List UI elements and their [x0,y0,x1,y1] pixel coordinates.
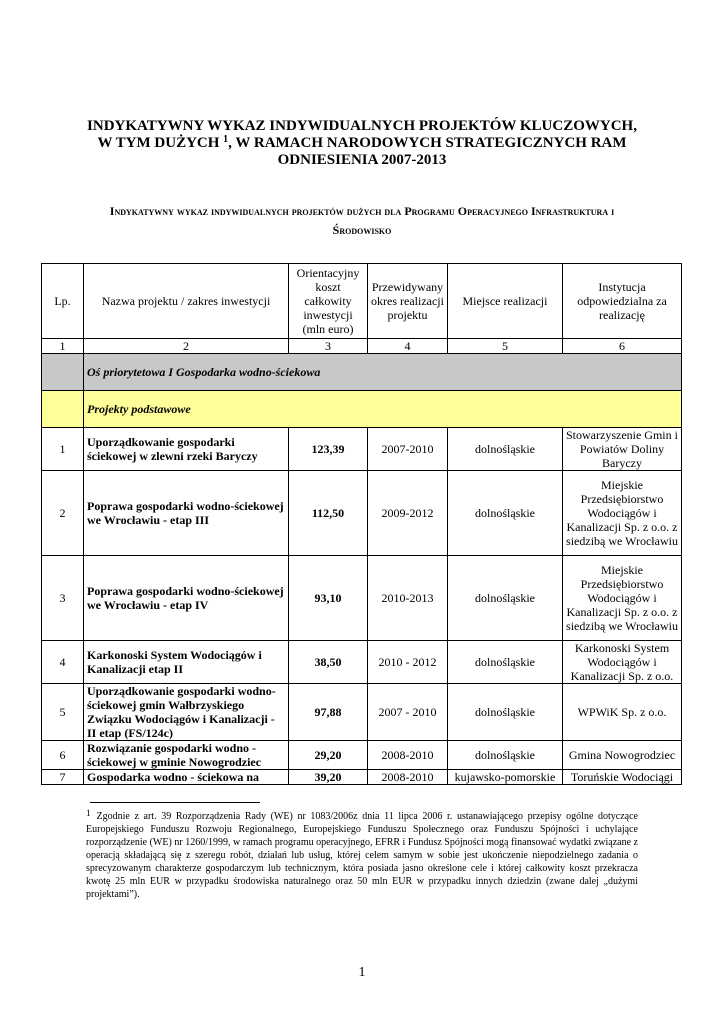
footnote [86,810,638,901]
row-name: Karkonoski System Wodociągów i Kanalizacji etap II [84,641,289,684]
header-cell: Nazwa projektu / zakres inwestycji [84,264,289,339]
row-place: dolnośląskie [448,556,563,641]
title-line-2b: , W RAMACH NARODOWYCH STRATEGICZNYCH RAM ODNIESIENIA 2007-2013 [228,135,627,168]
column-number-row [42,339,682,354]
subsection-row [42,391,682,428]
page-number: 1 [358,965,366,980]
column-number: 4 [368,339,448,354]
header-cell: Lp. [42,264,84,339]
table-row [42,770,682,785]
row-cost: 93,10 [289,556,368,641]
row-lp: 1 [42,428,84,471]
row-name: Gospodarka wodno - ściekowa na [84,770,289,785]
document-title [70,118,654,169]
row-cost: 29,20 [289,741,368,770]
row-cost: 97,88 [289,684,368,741]
projects-table [41,263,682,785]
column-number: 3 [289,339,368,354]
table-header-row [42,264,682,339]
row-place: kujawsko-pomorskie [448,770,563,785]
priority-axis-label: Oś priorytetowa I Gospodarka wodno-ściekowa [84,354,682,391]
row-institution: Miejskie Przedsiębiorstwo Wodociągów i Kanalizacji Sp. z o.o. z siedzibą we Wrocławiu [563,471,682,556]
row-period: 2010 - 2012 [368,641,448,684]
column-number: 2 [84,339,289,354]
row-cost: 123,39 [289,428,368,471]
footnote-reference[interactable]: 1 [223,134,229,145]
row-period: 2009-2012 [368,471,448,556]
column-number: 6 [563,339,682,354]
row-lp: 2 [42,471,84,556]
row-place: dolnośląskie [448,684,563,741]
header-cell: Instytucja odpowiedzialna za realizację [563,264,682,339]
subsection-label: Projekty podstawowe [84,391,682,428]
row-period: 2007-2010 [368,428,448,471]
row-name: Uporządkowanie gospodarki wodno-ściekowej gmin Wałbrzyskiego Związku Wodociągów i Kanalizacji - II etap (FS/124c) [84,684,289,741]
row-lp: 3 [42,556,84,641]
row-name: Poprawa gospodarki wodno-ściekowej we Wrocławiu - etap III [84,471,289,556]
footnote-separator [90,802,260,803]
footnote-marker: 1 [86,808,91,818]
row-lp: 6 [42,741,84,770]
table-row [42,556,682,641]
row-lp: 4 [42,641,84,684]
column-number: 1 [42,339,84,354]
row-place: dolnośląskie [448,741,563,770]
row-institution: Stowarzyszenie Gmin i Powiatów Doliny Baryczy [563,428,682,471]
row-institution: Karkonoski System Wodociągów i Kanalizacji Sp. z o.o. [563,641,682,684]
row-period: 2008-2010 [368,770,448,785]
header-cell: Miejsce realizacji [448,264,563,339]
row-place: dolnośląskie [448,428,563,471]
row-institution: WPWiK Sp. z o.o. [563,684,682,741]
row-place: dolnośląskie [448,641,563,684]
table-row [42,684,682,741]
row-cost: 112,50 [289,471,368,556]
row-institution: Toruńskie Wodociągi [563,770,682,785]
row-cost: 39,20 [289,770,368,785]
title-line-2a: W TYM DUŻYCH [97,135,220,151]
row-cost: 38,50 [289,641,368,684]
row-institution: Miejskie Przedsiębiorstwo Wodociągów i Kanalizacji Sp. z o.o. z siedzibą we Wrocławiu [563,556,682,641]
column-number: 5 [448,339,563,354]
table-row [42,428,682,471]
row-lp: 7 [42,770,84,785]
row-lp: 5 [42,684,84,741]
row-period: 2008-2010 [368,741,448,770]
row-place: dolnośląskie [448,471,563,556]
table-row [42,471,682,556]
document-subtitle: Indykatywny wykaz indywidualnych projektów dużych dla Programu Operacyjnego Infrastruktura i Środowisko [109,204,615,237]
row-name: Rozwiązanie gospodarki wodno - ściekowej w gminie Nowogrodziec [84,741,289,770]
row-institution: Gmina Nowogrodziec [563,741,682,770]
row-period: 2010-2013 [368,556,448,641]
title-line-1: INDYKATYWNY WYKAZ INDYWIDUALNYCH PROJEKTÓW KLUCZOWYCH, [87,118,637,134]
footnote-text: Zgodnie z art. 39 Rozporządzenia Rady (WE) nr 1083/2006z dnia 11 lipca 2006 r. ustanawiającego przepisy ogólne dotyczące Europejskiego Funduszu Rozwoju Regionalnego, Europejskiego Funduszu Społecznego oraz Funduszu Spójności i uchylające rozporządzenie (WE) nr 1260/1999, w ramach programu operacyjnego, EFRR i Fundusz Spójności mogą finansować wydatki związane z operacją składającą się z szeregu robót, działań lub usług, której celem samym w sobie jest ukończenie niepodzielnego zadania o sprecyzowanym charakterze gospodarczym lub technicznym, która posiada jasno określone cele i której całkowity koszt przekracza kwotę 25 mln EUR w przypadku środowiska naturalnego oraz 50 mln EUR w przypadku innych dziedzin (zwane dalej „dużymi projektami”). [86,811,638,900]
table-row [42,641,682,684]
table-row [42,741,682,770]
priority-axis-row [42,354,682,391]
header-cell: Przewidywany okres realizacji projektu [368,264,448,339]
row-name: Poprawa gospodarki wodno-ściekowej we Wrocławiu - etap IV [84,556,289,641]
row-name: Uporządkowanie gospodarki ściekowej w zlewni rzeki Baryczy [84,428,289,471]
header-cell: Orientacyjny koszt całkowity inwestycji (mln euro) [289,264,368,339]
row-period: 2007 - 2010 [368,684,448,741]
